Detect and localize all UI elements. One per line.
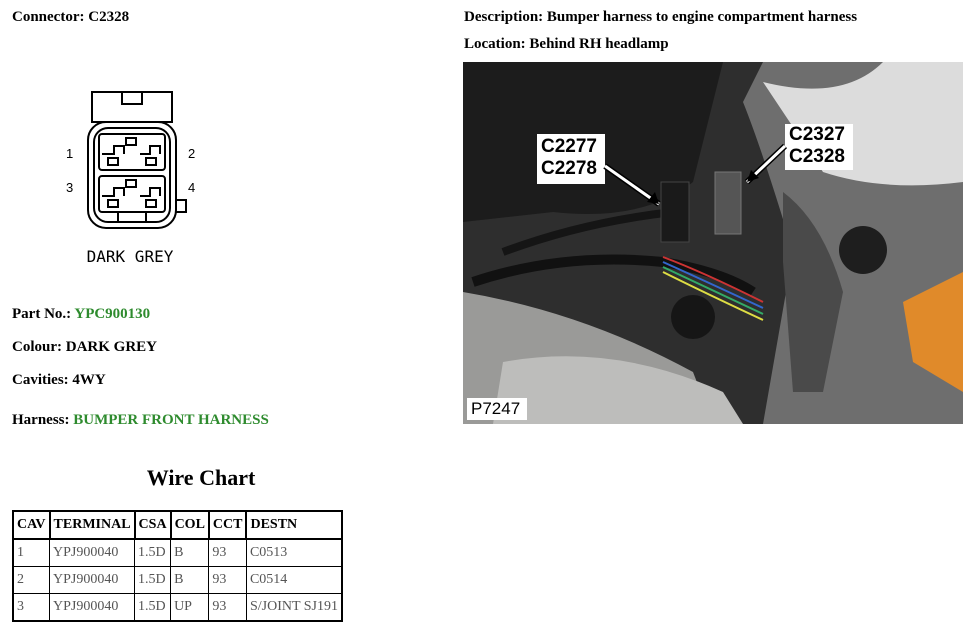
cell-csa: 1.5D: [135, 594, 171, 622]
pin-label-2: 2: [188, 146, 196, 161]
connector-lock-slot: [118, 212, 146, 222]
harness-line: [12, 412, 269, 429]
header-col: COL: [171, 511, 209, 539]
cell-col: UP: [171, 594, 209, 622]
cell-cav: 2: [13, 567, 50, 594]
table-row: [13, 539, 342, 567]
cavity-divider-bottom: [126, 180, 136, 187]
cell-cav: 3: [13, 594, 50, 622]
colour-label: Colour:: [12, 339, 62, 355]
callout-left-line-2: C2278: [541, 158, 597, 179]
cell-cct: 93: [209, 594, 247, 622]
wire-chart-table: [12, 510, 343, 622]
part-label: Part No.:: [12, 306, 72, 322]
location-photo: [463, 62, 963, 424]
part-line: [12, 306, 150, 323]
cavity-4-terminal: [140, 188, 160, 196]
callout-left: [541, 136, 597, 180]
pin-label-4: 4: [188, 180, 196, 195]
cavity-divider-top: [126, 138, 136, 145]
table-row: [13, 594, 342, 622]
cavity-1-terminal: [102, 146, 124, 154]
cavity-3-seal: [108, 200, 118, 207]
cell-cct: 93: [209, 539, 247, 567]
header-csa: CSA: [135, 511, 171, 539]
table-row: [13, 567, 342, 594]
cell-csa: 1.5D: [135, 567, 171, 594]
cavity-1-seal: [108, 158, 118, 165]
callout-right-line-1: C2327: [789, 124, 845, 145]
colour-line: [12, 339, 157, 356]
connector-line: [12, 9, 129, 26]
cavity-2-terminal: [140, 146, 160, 154]
cavities-label: Cavities:: [12, 372, 69, 388]
cell-destn: C0514: [246, 567, 342, 594]
photo-ref: P7247: [471, 399, 521, 418]
location-value: Behind RH headlamp: [529, 36, 669, 52]
harness-label: Harness:: [12, 412, 70, 428]
cavity-3-terminal: [102, 188, 124, 196]
cell-terminal: YPJ900040: [50, 539, 135, 567]
connector-label: Connector:: [12, 9, 85, 25]
cell-csa: 1.5D: [135, 539, 171, 567]
cell-col: B: [171, 539, 209, 567]
connector-latch-notch: [122, 92, 142, 104]
connector-latch-outline: [92, 92, 172, 122]
description-label: Description:: [464, 9, 544, 25]
connector-value: C2328: [88, 9, 130, 25]
callout-left-line-1: C2277: [541, 136, 597, 157]
connector-key-tab: [176, 200, 186, 212]
header-destn: DESTN: [246, 511, 342, 539]
diagram-colour-caption: DARK GREY: [86, 247, 174, 266]
cell-destn: S/JOINT SJ191: [246, 594, 342, 622]
cavity-4-seal: [146, 200, 156, 207]
cavities-line: [12, 372, 106, 389]
description-value: Bumper harness to engine compartment harness: [546, 9, 858, 25]
wire-chart-title: Wire Chart: [146, 465, 256, 490]
part-value: YPC900130: [74, 306, 151, 322]
pin-label-3: 3: [66, 180, 74, 195]
description-line: [464, 9, 857, 26]
callout-right: [789, 124, 845, 168]
harness-value: BUMPER FRONT HARNESS: [73, 412, 269, 428]
callout-right-line-2: C2328: [789, 146, 845, 167]
cell-destn: C0513: [246, 539, 342, 567]
location-label: Location:: [464, 36, 526, 52]
photo-illustration: [463, 62, 963, 424]
cell-terminal: YPJ900040: [50, 567, 135, 594]
cell-terminal: YPJ900040: [50, 594, 135, 622]
connector-face-diagram: [60, 88, 200, 268]
cell-cct: 93: [209, 567, 247, 594]
cell-cav: 1: [13, 539, 50, 567]
header-terminal: TERMINAL: [50, 511, 135, 539]
colour-value: DARK GREY: [65, 339, 158, 355]
header-cct: CCT: [209, 511, 247, 539]
pin-label-1: 1: [66, 146, 74, 161]
header-cav: CAV: [13, 511, 50, 539]
location-line: [464, 36, 669, 53]
cavities-value: 4WY: [72, 372, 106, 388]
wire-chart-header-row: [13, 511, 342, 539]
cavity-2-seal: [146, 158, 156, 165]
cell-col: B: [171, 567, 209, 594]
